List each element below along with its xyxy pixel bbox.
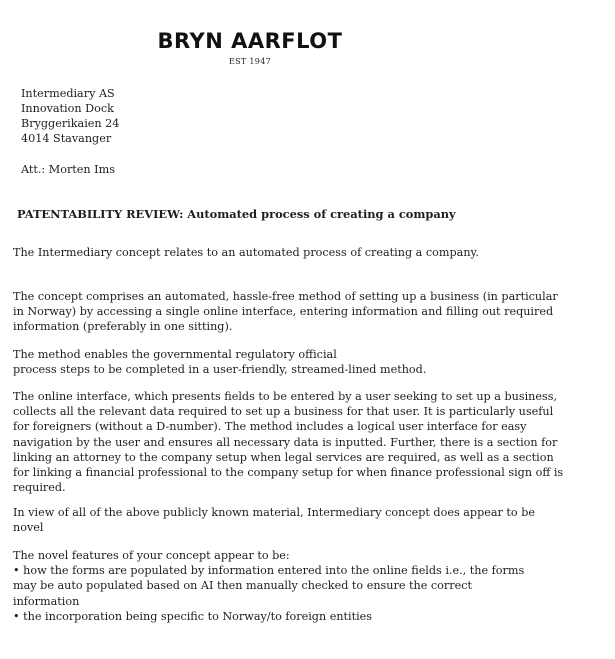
address-line: Intermediary AS	[21, 87, 115, 100]
paragraph-line: navigation by the user and ensures all necessary data is inputted. Further, there is a section for	[13, 435, 558, 449]
paragraph-line: in Norway) by accessing a single online interface, entering information and filling out required	[13, 305, 554, 319]
paragraph-intro	[13, 245, 601, 260]
paragraph-line: The method enables the governmental regulatory official	[13, 348, 337, 361]
paragraph-line: information (preferably in one sitting).	[13, 320, 233, 334]
address-line: Bryggerikaien 24	[21, 117, 120, 130]
address-line: Innovation Dock	[21, 102, 114, 115]
bullet-item: • the incorporation being specific to Norway/to foreign entities	[13, 609, 373, 623]
paragraph-method	[13, 347, 601, 377]
paragraph-concept	[13, 289, 601, 335]
paragraph-line: The online interface, which presents fields to be entered by a user seeking to set up a business,	[13, 390, 558, 403]
paragraph-line: The concept comprises an automated, hassle-free method of setting up a business (in particular	[13, 290, 558, 303]
paragraph-line: required.	[13, 481, 66, 495]
paragraph-line: collects all the relevant data required to set up a business for that user. It is particularly useful	[13, 405, 554, 419]
logo-established: EST 1947	[229, 57, 271, 66]
paragraph-line: for foreigners (without a D-number). The method includes a logical user interface for easy	[13, 420, 527, 434]
address-line: 4014 Stavanger	[21, 132, 112, 145]
paragraph-line: novel	[13, 521, 44, 535]
document-heading: PATENTABILITY REVIEW: Automated process of creating a company	[17, 207, 456, 221]
logo-wordmark: BRYN AARFLOT	[157, 29, 343, 53]
attention-line: Att.: Morten Ims	[21, 163, 115, 176]
paragraph-line: may be auto populated based on AI then manually checked to ensure the correct	[13, 579, 472, 593]
paragraph-line: In view of all of the above publicly known material, Intermediary concept does appear to be	[13, 506, 535, 519]
company-logo	[0, 28, 500, 66]
bullet-item: • how the forms are populated by information entered into the online fields i.e., the forms	[13, 564, 525, 578]
paragraph-line: The novel features of your concept appear to be:	[13, 549, 290, 562]
paragraph-line: for linking a financial professional to the company setup for when finance professional sign off is	[13, 466, 564, 480]
paragraph-online-interface	[13, 389, 601, 495]
paragraph-line: The Intermediary concept relates to an automated process of creating a company.	[13, 246, 479, 259]
recipient-address	[21, 86, 119, 146]
paragraph-line: process steps to be completed in a user-friendly, streamed-lined method.	[13, 363, 427, 377]
paragraph-novel-features	[13, 548, 601, 624]
paragraph-line: information	[13, 594, 80, 608]
paragraph-line: linking an attorney to the company setup when legal services are required, as well as a section	[13, 450, 554, 464]
paragraph-novelty-conclusion	[13, 505, 601, 535]
